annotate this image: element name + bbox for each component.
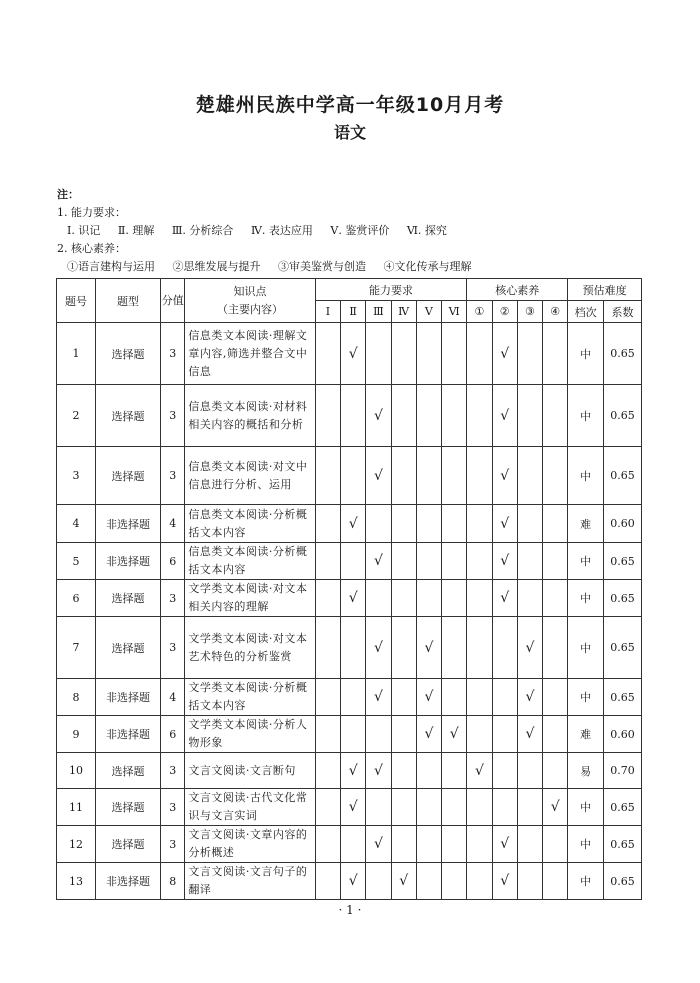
cell-num: 1 bbox=[57, 323, 96, 385]
cell-score: 3 bbox=[161, 580, 185, 617]
cell-literacy-empty bbox=[543, 580, 568, 617]
table-row bbox=[57, 505, 642, 543]
ability-item: Ⅰ. 识记 bbox=[67, 224, 101, 237]
cell-level: 易 bbox=[568, 753, 604, 789]
cell-knowledge: 文学类文本阅读·分析人物形象 bbox=[185, 716, 315, 753]
cell-ability-empty bbox=[341, 826, 366, 863]
cell-literacy-empty bbox=[492, 679, 517, 716]
cell-ability-empty bbox=[442, 789, 467, 826]
cell-score: 8 bbox=[161, 863, 185, 900]
cell-coef: 0.65 bbox=[604, 789, 642, 826]
cell-score: 4 bbox=[161, 505, 185, 543]
cell-score: 3 bbox=[161, 385, 185, 447]
cell-literacy-empty bbox=[467, 580, 492, 617]
check-mark-literacy: √ bbox=[492, 385, 517, 447]
cell-num: 9 bbox=[57, 716, 96, 753]
cell-ability-empty bbox=[315, 323, 340, 385]
cell-literacy-empty bbox=[517, 543, 542, 580]
check-mark-literacy: √ bbox=[467, 753, 492, 789]
check-mark-ability: √ bbox=[416, 617, 441, 679]
cell-score: 3 bbox=[161, 617, 185, 679]
table-row bbox=[57, 617, 642, 679]
cell-knowledge: 信息类文本阅读·分析概括文本内容 bbox=[185, 505, 315, 543]
cell-ability-empty bbox=[416, 323, 441, 385]
cell-literacy-empty bbox=[543, 385, 568, 447]
literacy-heading: 2. 核心素养： bbox=[57, 242, 126, 255]
table-row bbox=[57, 863, 642, 900]
cell-ability-empty bbox=[391, 447, 416, 505]
cell-type: 选择题 bbox=[95, 789, 160, 826]
cell-literacy-empty bbox=[492, 753, 517, 789]
literacy-item: ①语言建构与运用 bbox=[67, 260, 155, 273]
cell-level: 中 bbox=[568, 543, 604, 580]
literacy-item: ④文化传承与理解 bbox=[383, 260, 472, 273]
cell-literacy-empty bbox=[517, 447, 542, 505]
cell-ability-empty bbox=[315, 385, 340, 447]
check-mark-literacy: √ bbox=[492, 543, 517, 580]
cell-coef: 0.60 bbox=[604, 505, 642, 543]
header-ability-col: Ⅱ bbox=[341, 301, 366, 323]
cell-level: 中 bbox=[568, 323, 604, 385]
cell-num: 8 bbox=[57, 679, 96, 716]
header-score: 分值 bbox=[161, 279, 185, 323]
check-mark-literacy: √ bbox=[492, 580, 517, 617]
header-knowledge bbox=[185, 279, 315, 323]
header-type: 题型 bbox=[95, 279, 160, 323]
cell-literacy-empty bbox=[517, 753, 542, 789]
cell-literacy-empty bbox=[543, 323, 568, 385]
cell-literacy-empty bbox=[492, 617, 517, 679]
header-literacy-col: ③ bbox=[517, 301, 542, 323]
cell-num: 3 bbox=[57, 447, 96, 505]
cell-ability-empty bbox=[416, 753, 441, 789]
cell-level: 中 bbox=[568, 863, 604, 900]
cell-knowledge: 文言文阅读·文言断句 bbox=[185, 753, 315, 789]
ability-item: Ⅳ. 表达应用 bbox=[250, 224, 313, 237]
cell-literacy-empty bbox=[543, 753, 568, 789]
cell-knowledge: 文学类文本阅读·对文本艺术特色的分析鉴赏 bbox=[185, 617, 315, 679]
check-mark-literacy: √ bbox=[492, 863, 517, 900]
check-mark-ability: √ bbox=[341, 863, 366, 900]
cell-ability-empty bbox=[341, 716, 366, 753]
cell-ability-empty bbox=[315, 505, 340, 543]
cell-score: 6 bbox=[161, 716, 185, 753]
cell-num: 11 bbox=[57, 789, 96, 826]
cell-type: 选择题 bbox=[95, 753, 160, 789]
cell-ability-empty bbox=[416, 447, 441, 505]
header-ability-col: Ⅴ bbox=[416, 301, 441, 323]
cell-coef: 0.65 bbox=[604, 447, 642, 505]
cell-ability-empty bbox=[341, 543, 366, 580]
cell-literacy-empty bbox=[517, 505, 542, 543]
cell-score: 3 bbox=[161, 789, 185, 826]
check-mark-ability: √ bbox=[366, 753, 391, 789]
cell-literacy-empty bbox=[517, 385, 542, 447]
cell-ability-empty bbox=[442, 505, 467, 543]
cell-ability-empty bbox=[442, 753, 467, 789]
cell-type: 非选择题 bbox=[95, 505, 160, 543]
ability-item: Ⅲ. 分析综合 bbox=[171, 224, 234, 237]
check-mark-ability: √ bbox=[341, 323, 366, 385]
cell-knowledge: 文学类文本阅读·分析概括文本内容 bbox=[185, 679, 315, 716]
cell-literacy-empty bbox=[543, 505, 568, 543]
header-literacy: 核心素养 bbox=[467, 279, 568, 301]
header-ability-col: Ⅵ bbox=[442, 301, 467, 323]
cell-ability-empty bbox=[315, 826, 340, 863]
cell-type: 选择题 bbox=[95, 323, 160, 385]
cell-ability-empty bbox=[391, 826, 416, 863]
check-mark-literacy: √ bbox=[492, 447, 517, 505]
cell-knowledge: 文言文阅读·文言句子的翻译 bbox=[185, 863, 315, 900]
cell-type: 非选择题 bbox=[95, 863, 160, 900]
check-mark-ability: √ bbox=[366, 543, 391, 580]
cell-ability-empty bbox=[416, 505, 441, 543]
cell-literacy-empty bbox=[467, 679, 492, 716]
ability-item: Ⅵ. 探究 bbox=[406, 224, 447, 237]
cell-literacy-empty bbox=[543, 863, 568, 900]
check-mark-literacy: √ bbox=[492, 505, 517, 543]
cell-knowledge: 信息类文本阅读·理解文章内容,筛选并整合文中信息 bbox=[185, 323, 315, 385]
cell-ability-empty bbox=[391, 716, 416, 753]
cell-ability-empty bbox=[341, 679, 366, 716]
cell-literacy-empty bbox=[467, 323, 492, 385]
table-body bbox=[57, 323, 642, 900]
cell-score: 6 bbox=[161, 543, 185, 580]
cell-ability-empty bbox=[416, 543, 441, 580]
cell-ability-empty bbox=[391, 753, 416, 789]
cell-literacy-empty bbox=[543, 716, 568, 753]
header-ability: 能力要求 bbox=[315, 279, 467, 301]
check-mark-literacy: √ bbox=[492, 323, 517, 385]
cell-score: 3 bbox=[161, 447, 185, 505]
cell-type: 非选择题 bbox=[95, 716, 160, 753]
cell-literacy-empty bbox=[543, 826, 568, 863]
cell-level: 中 bbox=[568, 580, 604, 617]
cell-ability-empty bbox=[341, 385, 366, 447]
cell-literacy-empty bbox=[467, 826, 492, 863]
cell-num: 2 bbox=[57, 385, 96, 447]
cell-type: 非选择题 bbox=[95, 679, 160, 716]
cell-knowledge: 文言文阅读·古代文化常识与文言实词 bbox=[185, 789, 315, 826]
cell-literacy-empty bbox=[467, 447, 492, 505]
cell-ability-empty bbox=[416, 580, 441, 617]
cell-literacy-empty bbox=[517, 323, 542, 385]
table-row bbox=[57, 753, 642, 789]
cell-literacy-empty bbox=[543, 447, 568, 505]
cell-ability-empty bbox=[315, 543, 340, 580]
header-knowledge-sub: （主要内容） bbox=[217, 302, 284, 316]
cell-ability-empty bbox=[442, 863, 467, 900]
header-difficulty: 预估难度 bbox=[568, 279, 642, 301]
cell-coef: 0.65 bbox=[604, 543, 642, 580]
cell-literacy-empty bbox=[543, 617, 568, 679]
notes-heading: 注： bbox=[57, 188, 79, 201]
cell-ability-empty bbox=[391, 580, 416, 617]
check-mark-ability: √ bbox=[366, 679, 391, 716]
cell-ability-empty bbox=[442, 826, 467, 863]
cell-coef: 0.65 bbox=[604, 826, 642, 863]
table-row bbox=[57, 385, 642, 447]
ability-heading: 1. 能力要求： bbox=[57, 206, 126, 219]
cell-type: 选择题 bbox=[95, 826, 160, 863]
table-row bbox=[57, 543, 642, 580]
cell-ability-empty bbox=[442, 543, 467, 580]
check-mark-ability: √ bbox=[341, 505, 366, 543]
table-row bbox=[57, 323, 642, 385]
cell-num: 4 bbox=[57, 505, 96, 543]
cell-ability-empty bbox=[416, 826, 441, 863]
check-mark-ability: √ bbox=[391, 863, 416, 900]
subject-title: 语文 bbox=[333, 123, 366, 142]
cell-coef: 0.65 bbox=[604, 323, 642, 385]
check-mark-ability: √ bbox=[416, 679, 441, 716]
header-ability-col: Ⅲ bbox=[366, 301, 391, 323]
literacy-item: ②思维发展与提升 bbox=[172, 260, 261, 273]
cell-coef: 0.60 bbox=[604, 716, 642, 753]
cell-type: 选择题 bbox=[95, 447, 160, 505]
check-mark-ability: √ bbox=[366, 385, 391, 447]
cell-ability-empty bbox=[315, 716, 340, 753]
cell-ability-empty bbox=[366, 580, 391, 617]
check-mark-ability: √ bbox=[341, 580, 366, 617]
cell-literacy-empty bbox=[492, 789, 517, 826]
cell-coef: 0.65 bbox=[604, 580, 642, 617]
cell-ability-empty bbox=[391, 543, 416, 580]
cell-ability-empty bbox=[366, 505, 391, 543]
cell-ability-empty bbox=[366, 789, 391, 826]
cell-literacy-empty bbox=[467, 543, 492, 580]
cell-ability-empty bbox=[315, 863, 340, 900]
cell-ability-empty bbox=[442, 580, 467, 617]
header-level: 档次 bbox=[568, 301, 604, 323]
header-ability-col: Ⅰ bbox=[315, 301, 340, 323]
cell-ability-empty bbox=[315, 580, 340, 617]
check-mark-ability: √ bbox=[442, 716, 467, 753]
cell-level: 中 bbox=[568, 385, 604, 447]
check-mark-ability: √ bbox=[341, 753, 366, 789]
header-literacy-col: ② bbox=[492, 301, 517, 323]
check-mark-literacy: √ bbox=[492, 826, 517, 863]
cell-type: 选择题 bbox=[95, 385, 160, 447]
cell-ability-empty bbox=[391, 789, 416, 826]
cell-literacy-empty bbox=[543, 543, 568, 580]
ability-list bbox=[57, 222, 486, 240]
cell-ability-empty bbox=[366, 863, 391, 900]
cell-coef: 0.65 bbox=[604, 863, 642, 900]
cell-score: 3 bbox=[161, 753, 185, 789]
cell-ability-empty bbox=[315, 679, 340, 716]
cell-level: 中 bbox=[568, 447, 604, 505]
check-mark-literacy: √ bbox=[517, 716, 542, 753]
cell-coef: 0.65 bbox=[604, 617, 642, 679]
cell-ability-empty bbox=[442, 447, 467, 505]
check-mark-ability: √ bbox=[366, 447, 391, 505]
cell-ability-empty bbox=[341, 617, 366, 679]
cell-score: 4 bbox=[161, 679, 185, 716]
check-mark-ability: √ bbox=[341, 789, 366, 826]
cell-literacy-empty bbox=[467, 505, 492, 543]
cell-num: 7 bbox=[57, 617, 96, 679]
table-row bbox=[57, 679, 642, 716]
cell-ability-empty bbox=[391, 385, 416, 447]
cell-literacy-empty bbox=[517, 863, 542, 900]
check-mark-literacy: √ bbox=[517, 679, 542, 716]
cell-ability-empty bbox=[315, 789, 340, 826]
cell-ability-empty bbox=[366, 716, 391, 753]
cell-ability-empty bbox=[391, 505, 416, 543]
cell-knowledge: 信息类文本阅读·对材料相关内容的概括和分析 bbox=[185, 385, 315, 447]
table-row bbox=[57, 447, 642, 505]
cell-level: 中 bbox=[568, 789, 604, 826]
cell-ability-empty bbox=[442, 323, 467, 385]
cell-literacy-empty bbox=[517, 826, 542, 863]
cell-num: 5 bbox=[57, 543, 96, 580]
header-coef: 系数 bbox=[604, 301, 642, 323]
check-mark-ability: √ bbox=[366, 826, 391, 863]
cell-coef: 0.65 bbox=[604, 385, 642, 447]
cell-ability-empty bbox=[315, 617, 340, 679]
cell-literacy-empty bbox=[467, 617, 492, 679]
cell-coef: 0.65 bbox=[604, 679, 642, 716]
cell-literacy-empty bbox=[543, 679, 568, 716]
cell-num: 6 bbox=[57, 580, 96, 617]
cell-knowledge: 文言文阅读·文章内容的分析概述 bbox=[185, 826, 315, 863]
check-mark-ability: √ bbox=[366, 617, 391, 679]
check-mark-literacy: √ bbox=[543, 789, 568, 826]
cell-level: 中 bbox=[568, 826, 604, 863]
literacy-item: ③审美鉴赏与创造 bbox=[278, 260, 366, 273]
cell-coef: 0.70 bbox=[604, 753, 642, 789]
cell-num: 13 bbox=[57, 863, 96, 900]
cell-num: 10 bbox=[57, 753, 96, 789]
table-row bbox=[57, 716, 642, 753]
table-row bbox=[57, 580, 642, 617]
cell-ability-empty bbox=[442, 679, 467, 716]
cell-type: 非选择题 bbox=[95, 543, 160, 580]
cell-literacy-empty bbox=[467, 863, 492, 900]
cell-ability-empty bbox=[366, 323, 391, 385]
specification-table bbox=[56, 278, 642, 900]
header-num: 题号 bbox=[57, 279, 96, 323]
cell-ability-empty bbox=[315, 447, 340, 505]
cell-ability-empty bbox=[416, 789, 441, 826]
cell-ability-empty bbox=[442, 385, 467, 447]
cell-level: 中 bbox=[568, 679, 604, 716]
cell-type: 选择题 bbox=[95, 580, 160, 617]
cell-knowledge: 信息类文本阅读·分析概括文本内容 bbox=[185, 543, 315, 580]
literacy-list bbox=[57, 258, 486, 276]
cell-ability-empty bbox=[391, 323, 416, 385]
check-mark-literacy: √ bbox=[517, 617, 542, 679]
cell-literacy-empty bbox=[517, 789, 542, 826]
cell-ability-empty bbox=[416, 385, 441, 447]
page-number: · 1 · bbox=[338, 903, 362, 917]
header-knowledge-main: 知识点 bbox=[233, 284, 267, 298]
cell-knowledge: 信息类文本阅读·对文中信息进行分析、运用 bbox=[185, 447, 315, 505]
cell-type: 选择题 bbox=[95, 617, 160, 679]
cell-level: 中 bbox=[568, 617, 604, 679]
ability-item: Ⅴ. 鉴赏评价 bbox=[330, 224, 390, 237]
cell-level: 难 bbox=[568, 716, 604, 753]
cell-ability-empty bbox=[341, 447, 366, 505]
ability-item: Ⅱ. 理解 bbox=[117, 224, 155, 237]
cell-ability-empty bbox=[391, 617, 416, 679]
cell-literacy-empty bbox=[492, 716, 517, 753]
cell-ability-empty bbox=[442, 617, 467, 679]
document-title: 楚雄州民族中学高一年级10月月考 bbox=[195, 94, 505, 116]
cell-score: 3 bbox=[161, 323, 185, 385]
cell-ability-empty bbox=[315, 753, 340, 789]
cell-literacy-empty bbox=[467, 716, 492, 753]
table-row bbox=[57, 789, 642, 826]
cell-ability-empty bbox=[391, 679, 416, 716]
cell-score: 3 bbox=[161, 826, 185, 863]
header-literacy-col: ④ bbox=[543, 301, 568, 323]
cell-ability-empty bbox=[416, 863, 441, 900]
table-row bbox=[57, 826, 642, 863]
notes-section bbox=[57, 186, 486, 276]
cell-knowledge: 文学类文本阅读·对文本相关内容的理解 bbox=[185, 580, 315, 617]
cell-level: 难 bbox=[568, 505, 604, 543]
cell-literacy-empty bbox=[467, 385, 492, 447]
header-ability-col: Ⅳ bbox=[391, 301, 416, 323]
cell-literacy-empty bbox=[467, 789, 492, 826]
cell-num: 12 bbox=[57, 826, 96, 863]
cell-literacy-empty bbox=[517, 580, 542, 617]
header-literacy-col: ① bbox=[467, 301, 492, 323]
check-mark-ability: √ bbox=[416, 716, 441, 753]
